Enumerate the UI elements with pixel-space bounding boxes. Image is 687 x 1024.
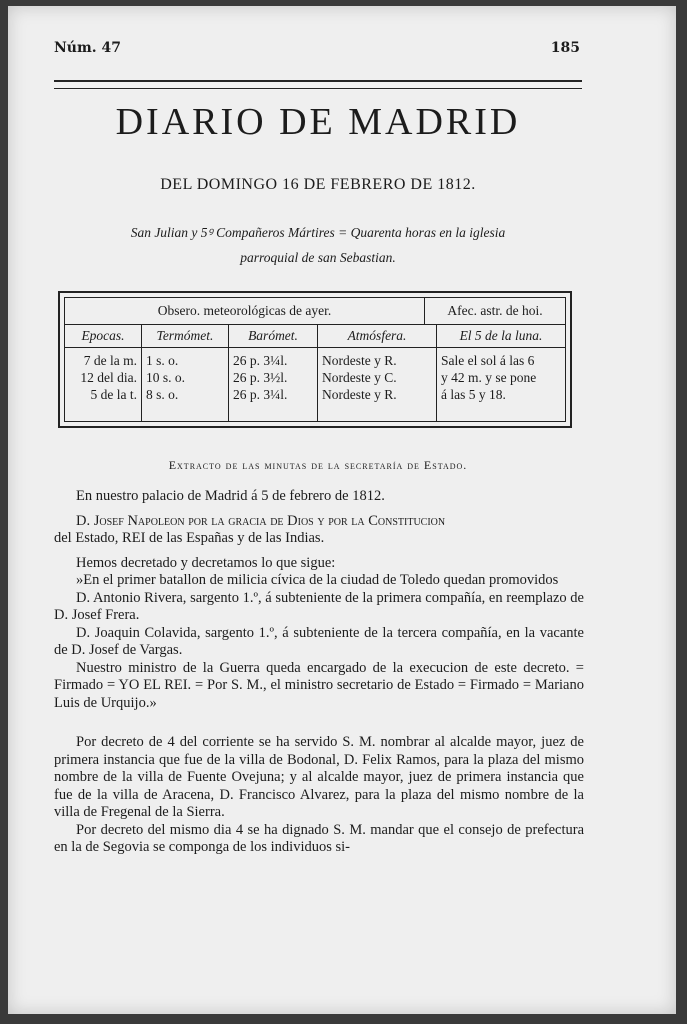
paragraph: Por decreto de 4 del corriente se ha servido S. M. nombrar al alcalde mayor, juez de primera instancia que fue de la villa de Bodonal, D. Felix Ramos, para la plaza del mismo nombre de la villa de Fuente Ovejuna; y al alcalde mayor, juez de primera instancia que fue de la villa de Aracena, D. Francisco Alvarez, para la plaza del mismo nombre de la villa de Fregenal de la Sierra. xyxy=(54,734,584,820)
epocas-column xyxy=(65,325,142,421)
newspaper-page xyxy=(8,6,676,1014)
paragraph: del Estado, REI de las Españas y de las Indias. xyxy=(54,530,325,546)
column-header: El 5 de la luna. xyxy=(437,325,565,348)
observ-heading: Obsero. meteorológicas de ayer. xyxy=(157,303,332,318)
saints-line-1: San Julian y 5ꝰ Compañeros Mártires = Quarenta horas en la iglesia xyxy=(130,225,506,240)
saints-notice xyxy=(64,220,572,270)
table-cell: 10 s. o. xyxy=(146,370,186,385)
column-header: Epocas. xyxy=(65,325,141,348)
atmosfera-column xyxy=(318,325,437,421)
termometro-column xyxy=(142,325,229,421)
section-title: Extracto de las minutas de la secretaría de Estado. xyxy=(168,458,468,472)
paragraph: Por decreto del mismo dia 4 se ha dignado S. M. mandar que el consejo de prefectura en la de Segovia se componga de los individuos si- xyxy=(54,821,584,855)
date-line: DEL DOMINGO 16 DE FEBRERO DE 1812. xyxy=(160,176,476,193)
table-cell: 26 p. 3¼l. xyxy=(233,353,288,368)
table-cell: á las 5 y 18. xyxy=(441,387,506,402)
table-cell: 8 s. o. xyxy=(146,387,179,402)
masthead-title: DIARIO DE MADRID xyxy=(115,101,521,143)
table-cell: Nordeste y C. xyxy=(322,370,397,385)
barometro-column xyxy=(229,325,318,421)
luna-column xyxy=(437,325,565,421)
paragraph: D. Joaquin Colavida, sargento 1.º, á subteniente de la tercera compañía, en la vacante de D. Josef de Vargas. xyxy=(54,624,584,658)
table-cell: 26 p. 3¼l. xyxy=(233,387,288,402)
table-cell: 12 del dia. xyxy=(80,370,137,385)
column-header: Termómet. xyxy=(142,325,228,348)
paragraph: En nuestro palacio de Madrid á 5 de febrero de 1812. xyxy=(76,488,385,504)
saints-line-2: parroquial de san Sebastian. xyxy=(240,250,396,265)
column-header: Atmósfera. xyxy=(318,325,436,348)
weather-table-heading xyxy=(65,298,565,325)
paragraph: Nuestro ministro de la Guerra queda encargado de la execucion de este decreto. = Firmado = YO EL REI. = Por S. M., el ministro secretario de Estado = Firmado = Mariano Luis de Urquijo.» xyxy=(54,659,584,711)
afec-heading: Afec. astr. de hoi. xyxy=(424,298,565,324)
page-number: 185 xyxy=(550,40,580,56)
paragraph: D. Antonio Rivera, sargento 1.º, á subteniente de la primera compañía, en reemplazo de D. Josef Frera. xyxy=(54,589,584,623)
paragraph: »En el primer batallon de milicia cívica de la ciudad de Toledo quedan promovidos xyxy=(76,572,559,588)
article-body xyxy=(54,488,584,857)
table-cell: 5 de la t. xyxy=(90,387,137,402)
table-cell: 1 s. o. xyxy=(146,353,179,368)
table-cell: Nordeste y R. xyxy=(322,353,397,368)
table-cell: Nordeste y R. xyxy=(322,387,397,402)
weather-table xyxy=(58,291,572,428)
column-header: Barómet. xyxy=(229,325,317,348)
paragraph: Hemos decretado y decretamos lo que sigue: xyxy=(76,554,336,571)
table-cell: Sale el sol á las 6 xyxy=(441,353,535,368)
table-cell: y 42 m. y se pone xyxy=(441,370,537,385)
page-header xyxy=(54,40,580,56)
issue-number: Núm. 47 xyxy=(54,40,122,56)
header-rule xyxy=(54,80,582,89)
table-cell: 26 p. 3½l. xyxy=(233,370,288,385)
paragraph: D. Josef Napoleon por la gracia de Dios y por la Constitucion xyxy=(76,512,446,529)
table-cell: 7 de la m. xyxy=(83,353,137,368)
